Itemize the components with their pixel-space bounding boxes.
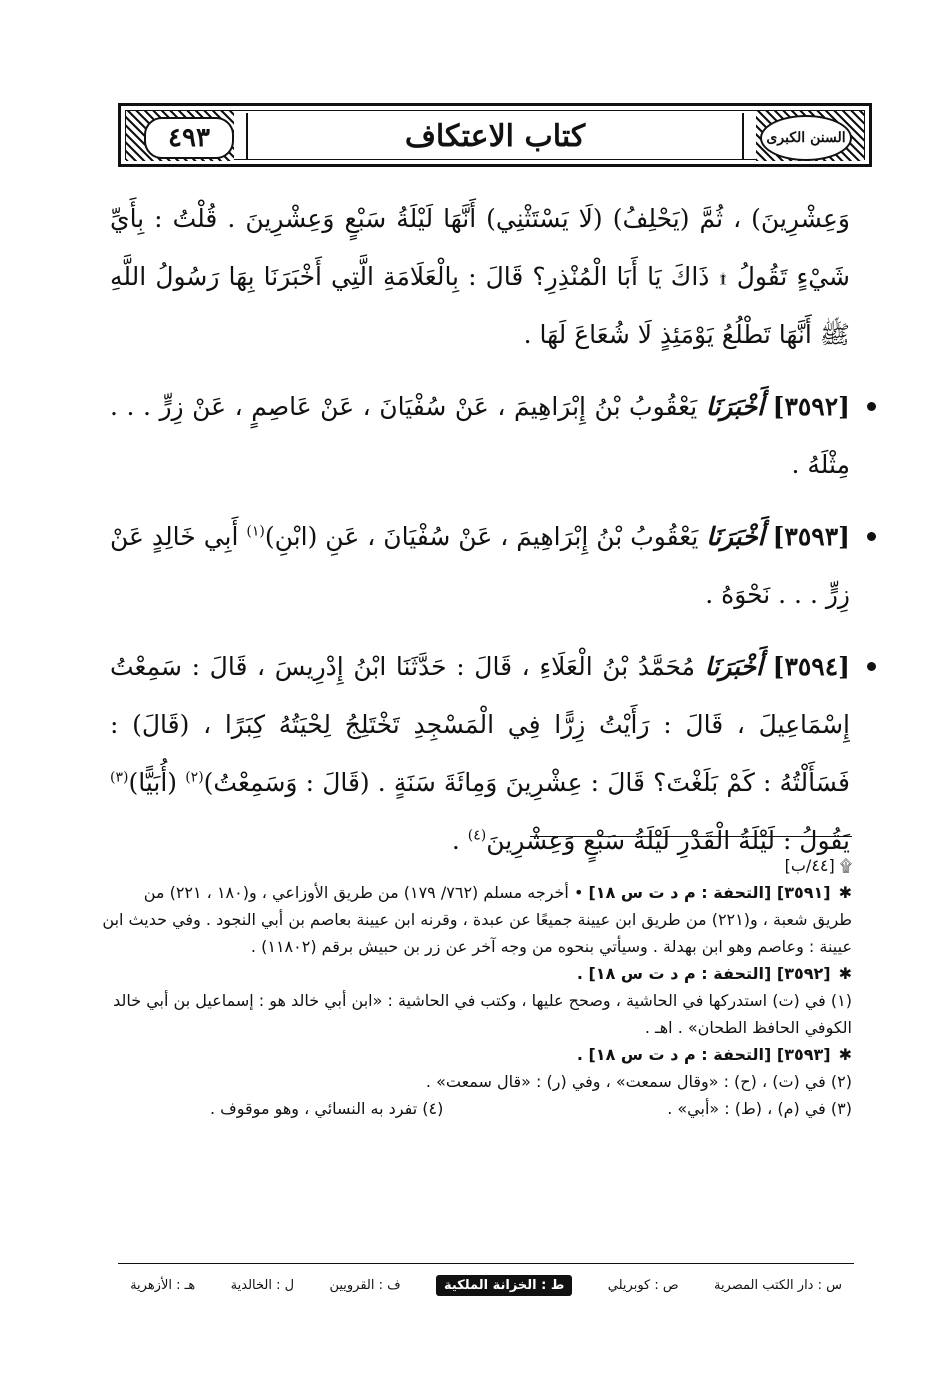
bullet-icon [867,532,876,541]
akhbarana: أَخْبَرَنَا [706,522,765,551]
publisher-logo [760,115,852,161]
footer-divider [118,1263,854,1264]
legend-l: ل : الخالدية [230,1277,295,1293]
page-number-badge [144,117,234,159]
akhbarana: أَخْبَرَنَا [704,652,763,681]
footnote-ref: (٣) [110,769,129,786]
manuscript-marker: ۩ [٤٤/ب] [784,856,852,875]
hadith-text: (أُبَيًّا) [128,768,178,797]
legend-f: ف : القرويين [329,1277,401,1293]
bullet-icon [867,662,876,671]
page-header [118,103,872,167]
footnote-1: (١) في (ت) استدركها في الحاشية ، وصحح عليها ، وكتب في الحاشية : «ابن أبي خالد هو : إسماعيل بن أبي خالد الكوفي الحافظ الطحان» . اهـ . [113,991,852,1037]
takhrij-3591 [100,879,852,960]
title-box [246,113,744,159]
text-line: شَيْءٍ تَقُولُ ۩ ذَاكَ يَا أَبَا الْمُنْذِرِ؟ قَالَ : بِالْعَلَامَةِ الَّتِي أَخْبَرَنَا بِهَا رَسُولُ اللَّهِ ﷺ [110,262,850,349]
hadith-number: [٣٥٩٢] [772,392,851,421]
hadith-text: . [451,826,460,855]
legend-h: هـ : الأزهرية [130,1277,196,1293]
hadith-text: يَعْقُوبُ بْنُ إِبْرَاهِيمَ ، عَنْ سُفْيَانَ ، عَنْ عَاصِمٍ ، عَنْ زِرٍّ . . . مِثْلَهُ . [110,392,850,479]
asterisk-icon: ✱ [838,964,852,983]
takhrij-3592 [100,960,852,987]
legend-s2: ص : كوبريلي [607,1277,679,1293]
hadith-number: [٣٥٩٤] [772,652,851,681]
text-line: وَعِشْرِينَ) ، ثُمَّ (يَحْلِفُ) (لَا يَسْتَثْنِي) أَنَّهَا لَيْلَةُ سَبْعٍ وَعِشْرِينَ . قُلْتُ : بِأَيِّ [110,204,850,233]
footnote-ref: (١) [246,523,265,540]
akhbarana: أَخْبَرَنَا [705,392,765,421]
footnotes [100,852,852,1122]
page-number: ٤٩٣ [168,123,210,153]
tuhfa-ref: [٣٥٩١] [التحفة : م د ت س ١٨] [588,883,831,902]
main-text [110,190,850,884]
logo-text: السنن الكبرى [766,130,846,146]
hadith-text: يَعْقُوبُ بْنُ إِبْرَاهِيمَ ، عَنْ سُفْيَانَ ، عَنِ (ابْنِ) [264,522,699,551]
legend-s: س : دار الكتب المصرية [713,1277,842,1293]
footnote-ref: (٤) [467,827,487,844]
tuhfa-ref: [٣٥٩٣] [التحفة : م د ت س ١٨] . [576,1045,831,1064]
hadith-text: مُحَمَّدُ بْنُ الْعَلَاءِ ، قَالَ : حَدَّثَنَا ابْنُ إِدْرِيسَ ، قَالَ : سَمِعْتُ إِسْمَاعِيلَ ، قَالَ : رَأَيْتُ زِرًّا فِي الْمَسْجِدِ تَخْتَلِجُ لِحْيَتُهُ كِبَرًا ، (قَالَ) : فَسَأَلْتُهُ : كَمْ بَلَغْتَ؟ قَالَ : عِشْرِينَ وَمِائَةَ سَنَةٍ . (قَالَ : وَسَمِعْتُ) [110,652,850,797]
hadith-3592 [110,378,850,494]
manuscript-legend [130,1270,842,1300]
text-line: أَنَّهَا تَطْلُعُ يَوْمَئِذٍ لَا شُعَاعَ لَهَا . [523,320,812,349]
header-frame [125,110,865,160]
bullet-icon [867,402,876,411]
footnote-ref: (٢) [185,769,204,786]
chapter-title: كتاب الاعتكاف [404,118,586,154]
hadith-text: يَقُولُ : لَيْلَةُ الْقَدْرِ لَيْلَةُ سَبْعٍ وَعِشْرِينَ [486,826,850,855]
legend-t: ط : الخزانة الملكية [436,1275,572,1296]
footnote-divider [530,836,852,837]
hadith-number: [٣٥٩٣] [772,522,850,551]
asterisk-icon: ✱ [838,1045,852,1064]
hadith-text: أَبِي خَالِدٍ عَنْ زِرٍّ . . . نَحْوَهُ . [110,522,850,609]
footnote-3-4 [100,1095,852,1122]
footnote-3: (٣) في (م) ، (ط) : «أبي» . [667,1099,852,1118]
takhrij-3593 [100,1041,852,1068]
paragraph-continuation [110,190,850,364]
tuhfa-ref: [٣٥٩٢] [التحفة : م د ت س ١٨] . [576,964,831,983]
asterisk-icon: ✱ [838,883,852,902]
footnote-2: (٢) في (ت) ، (ح) : «وقال سمعت» ، وفي (ر) : «قال سمعت» . [425,1072,852,1091]
hadith-3593 [110,508,850,624]
footnote-4: (٤) تفرد به النسائي ، وهو موقوف . [210,1099,444,1118]
takhrij-text: • أخرجه مسلم (٧٦٢/ ١٧٩) من طريق الأوزاعي ، و(١٨٠ ، ٢٢١) من طريق شعبة ، و(٢٢١) من طريق ابن عيينة جميعًا عن عبدة ، وقرنه ابن عيينة بعاصم بن أبي النجود . وفي حديث ابن عيينة : وعاصم وهو ابن بهدلة . وسيأتي بنحوه من وجه آخر عن زر بن حبيش برقم (١١٨٠٢) . [102,883,852,956]
